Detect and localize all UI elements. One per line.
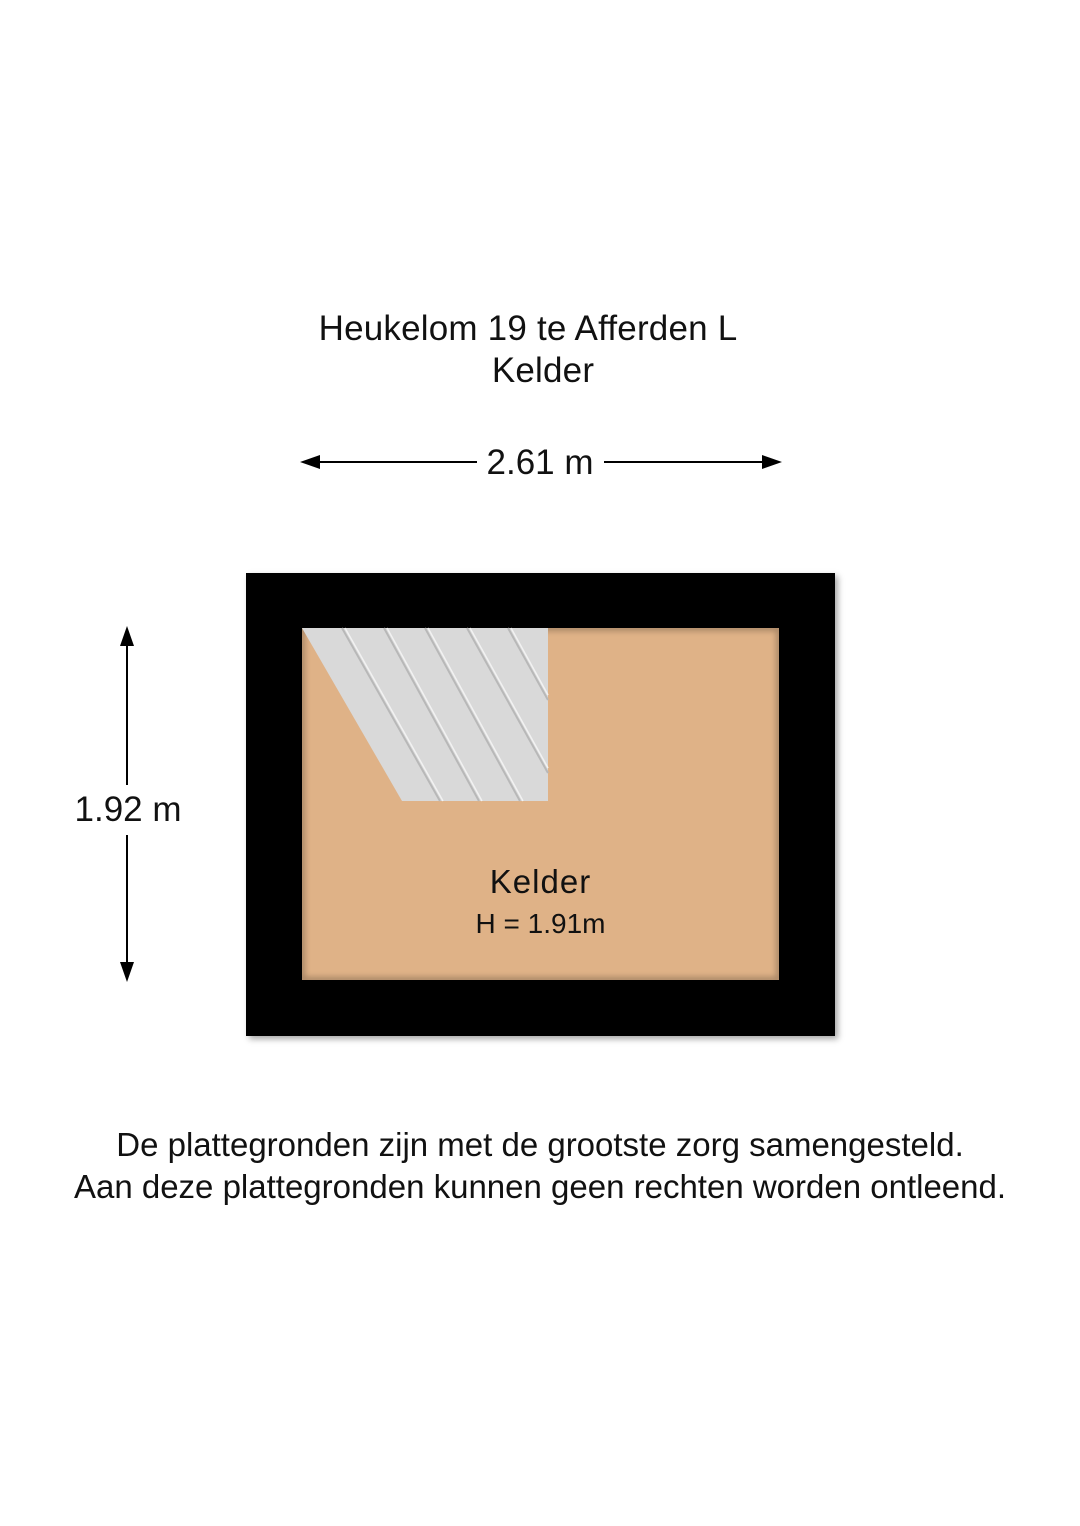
arrow-down-icon (120, 962, 134, 982)
floorplan-level-subtitle: Kelder (491, 351, 595, 390)
floorplan-room (246, 573, 835, 1036)
width-dimension-label-wrap (0, 440, 1080, 486)
floorplan-address-title: Heukelom 19 te Afferden L (318, 309, 738, 348)
depth-dimension-label-wrap (68, 785, 188, 835)
disclaimer-block (0, 1124, 1080, 1208)
width-dimension-label: 2.61 m (477, 440, 604, 486)
disclaimer-line-2: Aan deze plattegronden kunnen geen rechten worden ontleend. (73, 1168, 1007, 1205)
room-height-label: H = 1.91m (475, 908, 606, 939)
arrow-up-icon (120, 626, 134, 646)
floorplan-drawing (246, 573, 835, 1036)
room-name-label: Kelder (489, 863, 592, 900)
disclaimer-line-1: De plattegronden zijn met de grootste zorg samengesteld. (116, 1126, 964, 1163)
depth-dimension-label: 1.92 m (73, 785, 184, 835)
floorplan-title-block (0, 308, 1080, 392)
